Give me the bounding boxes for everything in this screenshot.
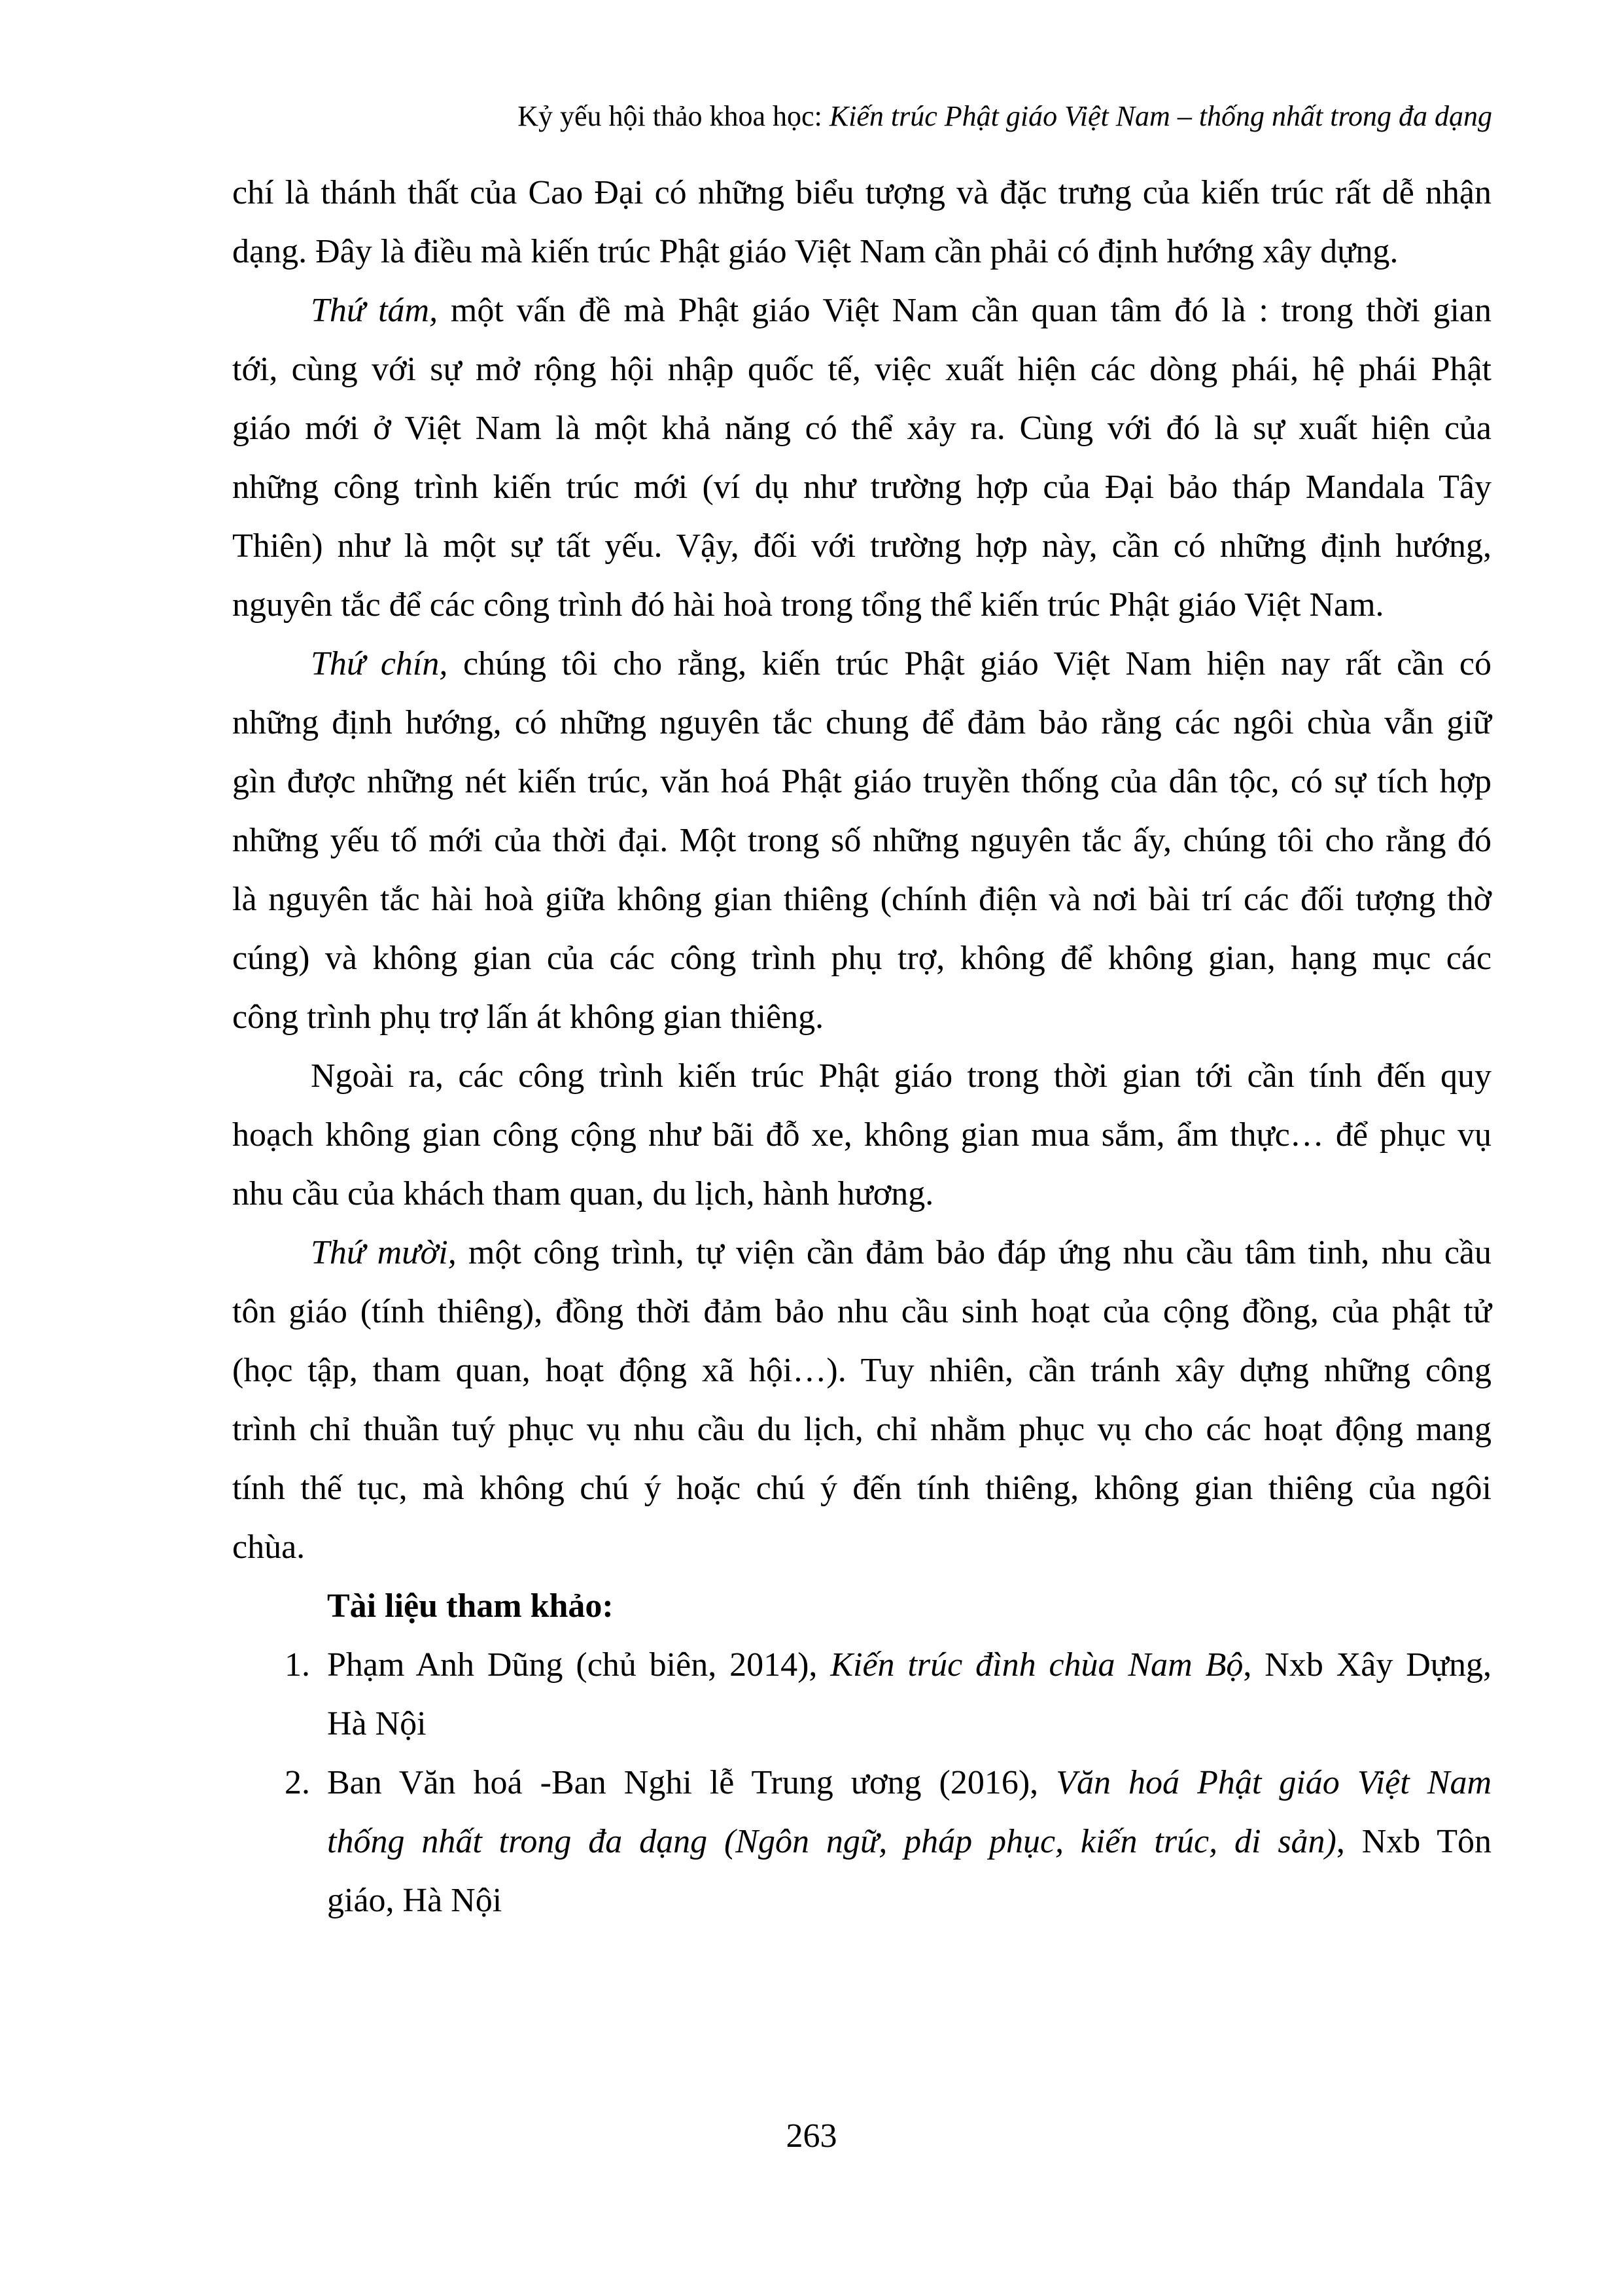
text-line: chí là thánh thất của Cao Đại có những biểu tượng và đặc trưng của kiến trúc rất dễ nhận [232, 174, 1492, 211]
text-line: nguyên tắc để các công trình đó hài hoà trong tổng thể kiến trúc Phật giáo Việt Nam. [232, 586, 1384, 624]
lead-italic: Thứ chín, [311, 645, 448, 682]
running-header [517, 98, 1492, 135]
text-line: tính thế tục, mà không chú ý hoặc chú ý đến tính thiêng, không gian thiêng của ngôi [232, 1470, 1492, 1507]
text-line: (học tập, tham quan, hoạt động xã hội…). Tuy nhiên, cần tránh xây dựng những công [232, 1352, 1492, 1389]
text-line: nhu cầu của khách tham quan, du lịch, hành hương. [232, 1175, 934, 1212]
text-line: những yếu tố mới của thời đại. Một trong số những nguyên tắc ấy, chúng tôi cho rằng đó [232, 822, 1492, 859]
ref-title: Văn hoá Phật giáo Việt Nam [1056, 1764, 1492, 1801]
ref-publisher: , Nxb Xây Dựng, [1243, 1646, 1492, 1684]
text-line: công trình phụ trợ lấn át không gian thiêng. [232, 998, 824, 1036]
paragraph-tenth-first-line [232, 1227, 1492, 1286]
page-number: 263 [786, 2117, 837, 2155]
ref-author: Ban Văn hoá -Ban Nghi lễ Trung ương (2016), [327, 1764, 1056, 1801]
text-line: tôn giáo (tính thiêng), đồng thời đảm bảo nhu cầu sinh hoạt của cộng đồng, của phật tử [232, 1293, 1492, 1330]
body-text [232, 167, 1492, 1934]
reference-item-2-cont [232, 1816, 1492, 1875]
reference-number: 1. [285, 1646, 310, 1684]
header-prefix: Kỷ yếu hội thảo khoa học: [517, 100, 829, 132]
text-line: chùa. [232, 1528, 305, 1566]
text-line: tới, cùng với sự mở rộng hội nhập quốc tế, việc xuất hiện các dòng phái, hệ phái Phật [232, 351, 1492, 388]
text-line: gìn được những nét kiến trúc, văn hoá Phật giáo truyền thống của dân tộc, có sự tích hợp [232, 763, 1492, 800]
paragraph-ninth-first-line [232, 638, 1492, 697]
text-line: trình chỉ thuần tuý phục vụ nhu cầu du lịch, chỉ nhằm phục vụ cho các hoạt động mang [232, 1411, 1492, 1448]
reference-item-2 [232, 1757, 1492, 1816]
lead-italic: Thứ tám, [311, 292, 438, 329]
lead-italic: Thứ mười, [311, 1234, 457, 1271]
text-line: hoạch không gian công cộng như bãi đỗ xe, không gian mua sắm, ẩm thực… để phục vụ [232, 1116, 1492, 1154]
ref-title: Kiến trúc đình chùa Nam Bộ [830, 1646, 1244, 1684]
text-line: giáo mới ở Việt Nam là một khả năng có thể xảy ra. Cùng với đó là sự xuất hiện của [232, 410, 1492, 447]
text-line: dạng. Đây là điều mà kiến trúc Phật giáo Việt Nam cần phải có định hướng xây dựng. [232, 233, 1399, 270]
text-run: một công trình, tự viện cần đảm bảo đáp ứng nhu cầu tâm tinh, nhu cầu [456, 1234, 1492, 1271]
ref-publisher: , Nxb Tôn [1336, 1823, 1492, 1860]
header-title: Kiến trúc Phật giáo Việt Nam – thống nhất trong đa dạng [829, 100, 1492, 132]
ref-author: Phạm Anh Dũng (chủ biên, 2014), [327, 1646, 831, 1684]
text-run: một vấn đề mà Phật giáo Việt Nam cần quan tâm đó là : trong thời gian [438, 292, 1492, 329]
reference-item-1-cont [232, 1698, 1492, 1757]
text-line: là nguyên tắc hài hoà giữa không gian thiêng (chính điện và nơi bài trí các đối tượng thờ [232, 881, 1492, 918]
text-line: Thiên) như là một sự tất yếu. Vậy, đối với trường hợp này, cần có những định hướng, [232, 527, 1492, 565]
paragraph-eighth-first-line [232, 285, 1492, 344]
references-heading: Tài liệu tham khảo: [327, 1587, 614, 1625]
text-line: những công trình kiến trúc mới (ví dụ như trường hợp của Đại bảo tháp Mandala Tây [232, 468, 1492, 506]
ref-city: giáo, Hà Nội [327, 1882, 502, 1919]
reference-number: 2. [285, 1764, 310, 1801]
ref-city: Hà Nội [327, 1705, 427, 1742]
reference-item-1 [232, 1639, 1492, 1698]
text-line: những định hướng, có những nguyên tắc chung để đảm bảo rằng các ngôi chùa vẫn giữ [232, 704, 1492, 741]
references-heading-line [232, 1580, 1492, 1639]
ref-title-cont: thống nhất trong đa dạng (Ngôn ngữ, pháp phục, kiến trúc, di sản) [327, 1823, 1336, 1860]
text-line: Ngoài ra, các công trình kiến trúc Phật giáo trong thời gian tới cần tính đến quy [311, 1057, 1492, 1095]
text-run: chúng tôi cho rằng, kiến trúc Phật giáo Việt Nam hiện nay rất cần có [447, 645, 1492, 682]
reference-item-2-cont2 [232, 1875, 1492, 1934]
text-line: cúng) và không gian của các công trình phụ trợ, không để không gian, hạng mục các [232, 940, 1492, 977]
